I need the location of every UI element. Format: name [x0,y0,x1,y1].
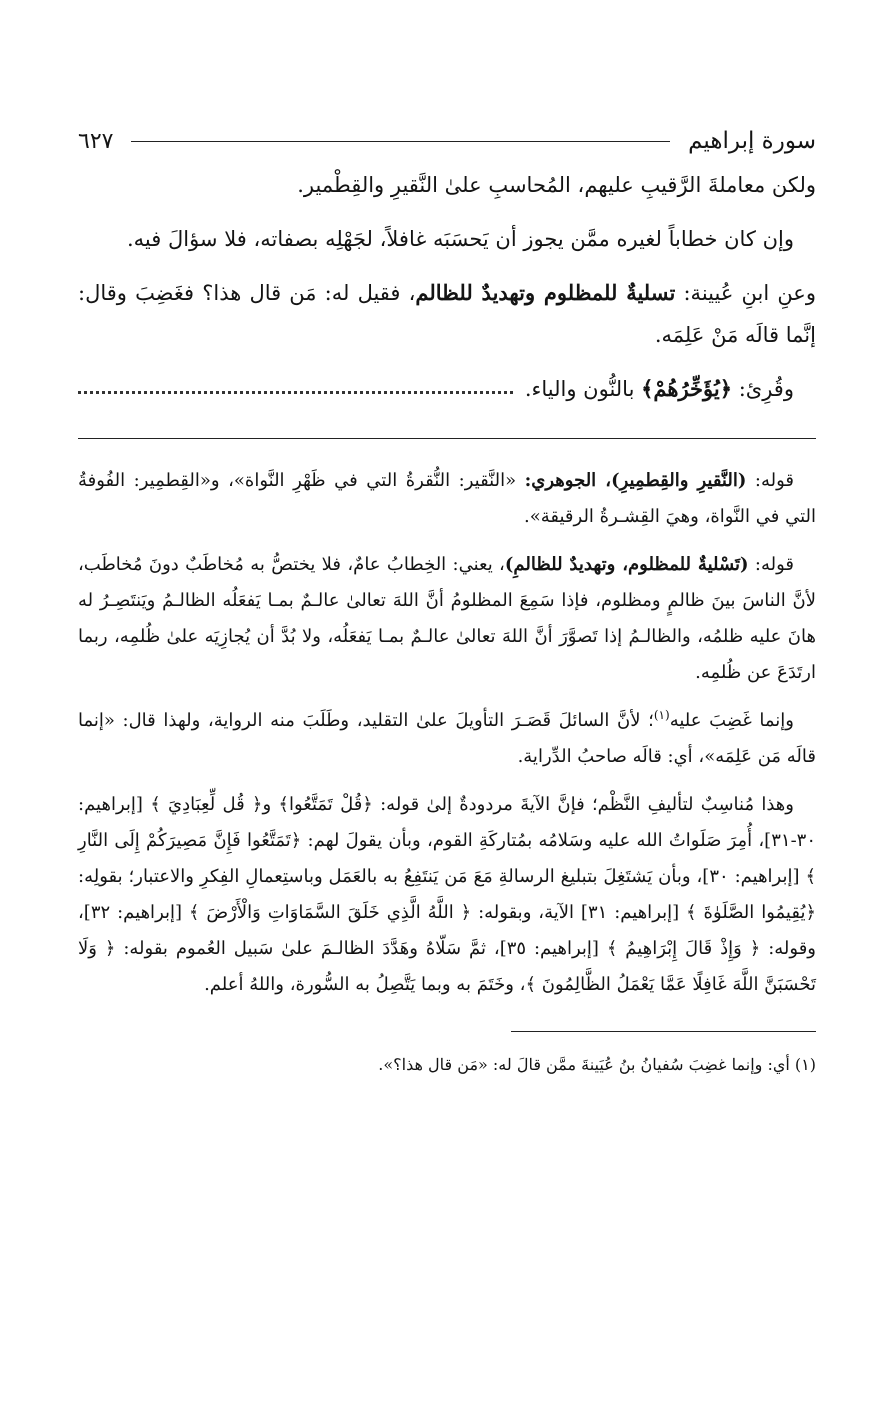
c2-lead: قوله: [748,554,795,575]
commentary-separator [78,438,816,439]
footnote: (١) أي: وإنما غضِبَ سُفيانُ بنُ عُيَينةَ ممَّن قالَ له: «مَن قال هذا؟». [378,1055,816,1074]
c2-rest: ، يعني: الخِطابُ عامٌ، فلا يختصُّ به مُخاطَبٌ دونَ مُخاطَب، لأنَّ الناسَ بينَ ظالمٍ ومظلوم، فإذا سَمِعَ المظلومُ أنَّ اللهَ تعالىٰ عالـمٌ بمـا يَفعَلُه الظالـمُ ويَنتَصِـرُ له هانَ عليه ظلمُه، والظالـمُ إذا تَصوَّرَ أنَّ اللهَ تعالىٰ عالـمٌ بمـا يَفعَلُه، ولا بُدَّ أن يُجازِيَه علىٰ ظُلمِه، ربما ارتَدَعَ عن ظُلمِه. [78,554,816,683]
main-paragraph-3 [78,272,816,356]
c1-lead: قوله: [746,470,795,491]
page-number: ٦٢٧ [78,128,114,154]
main-paragraph-1: ولكن معاملةَ الرَّقيبِ عليهم، المُحاسبِ علىٰ النَّقيرِ والقِطْمير. [297,173,816,197]
c2-bold: (تَسْليةٌ للمظلوم، وتهديدٌ للظالمِ) [504,554,749,575]
main-p4-text [525,368,816,410]
commentary-paragraph-2 [78,547,816,691]
c3-rest: ؛ لأنَّ السائلَ قَصَـرَ التأويلَ علىٰ التقليد، وطَلَبَ منه الرواية، ولهذا قال: «إنما قالَه مَن عَلِمَه»، أي: قالَه صاحبُ الدِّراية. [78,710,816,767]
page-header [78,118,816,164]
commentary-paragraph-3 [78,703,816,775]
c1-bold: (النَّقيرِ والقِطمِيرِ)، الجوهري: [524,470,747,491]
c3-lead: وإنما غَضِبَ عليه [669,710,794,731]
quran-word: ﴿يُؤَخِّرُهُمْ﴾ [641,376,733,401]
commentary-text [78,463,816,1003]
surah-title: سورة إبراهيم [688,128,816,154]
main-paragraph-4 [78,368,816,410]
main-p3-bold: تسليةٌ للمظلوم وتهديدٌ للظالم [415,280,676,305]
main-p3-lead: وعنِ ابنِ عُيينة: [675,281,816,305]
header-rule [131,141,670,142]
main-p4-rest: بالنُّون والياء. [524,377,642,401]
footnote-rule [511,1031,816,1032]
main-text [78,164,816,410]
main-p3-rest: ، فقيل له: مَن قال هذا؟ فغَضِبَ وقال: إنَّما قالَه مَنْ عَلِمَه. [78,281,816,347]
book-page [78,118,816,1080]
dotted-leader [78,391,513,394]
c1-rest: «النَّقير: النُّقرةُ التي في ظَهْرِ النَّواة»، و«القِطمِير: الفُوفةُ التي في النَّواة، وهيَ القِشـرةُ الرقيقة». [78,470,816,527]
footnote-ref[interactable]: (١) [653,708,670,722]
commentary-paragraph-4: وهذا مُناسِبٌ لتأليفِ النَّظْم؛ فإنَّ الآيةَ مردودةٌ إلىٰ قوله: ﴿قُلْ تَمَتَّعُوا﴾ و﴿ قُل لِّعِبَادِيَ ﴾ [إبراهيم: ٣٠-٣١]، أُمِرَ صَلَواتُ الله عليه وسَلامُه بمُتاركَةِ القوم، وبأن يقولَ لهم: ﴿تَمَتَّعُوا فَإِنَّ مَصِيرَكُمْ إِلَى النَّارِ ﴾ [إبراهيم: ٣٠]، وبأن يَشتَغِلَ بتبليغ الرسالةِ مَعَ مَن يَنتَفِعُ به بالعَمَل وباستِعمالِ الفِكرِ والاعتبار؛ بقولِه: ﴿يُقِيمُوا الصَّلَوٰةَ ﴾ [إبراهيم: ٣١] الآية، وبقوله: ﴿ اللَّهُ الَّذِي خَلَقَ السَّمَاوَاتِ وَالْأَرْضَ ﴾ [إبراهيم: ٣٢]، وقوله: ﴿ وَإِذْ قَالَ إِبْرَاهِيمُ ﴾ [إبراهيم: ٣٥]، ثمَّ سَلّاهُ وهَدَّدَ الظالـمَ علىٰ سَبيل العُموم بقوله: ﴿ وَلَا تَحْسَبَنَّ اللَّهَ غَافِلًا عَمَّا يَعْمَلُ الظَّالِمُونَ ﴾، وخَتَمَ به وبما يَتَّصِلُ به السُّورة، واللهُ أعلم. [78,794,817,995]
main-paragraph-2: وإن كان خطاباً لغيره ممَّن يجوز أن يَحسَبَه غافلاً، لجَهْلِه بصفاته، فلا سؤالَ فيه. [127,227,794,251]
commentary-paragraph-1 [78,463,816,535]
main-p4-lead: وقُرِئ: [732,377,794,401]
